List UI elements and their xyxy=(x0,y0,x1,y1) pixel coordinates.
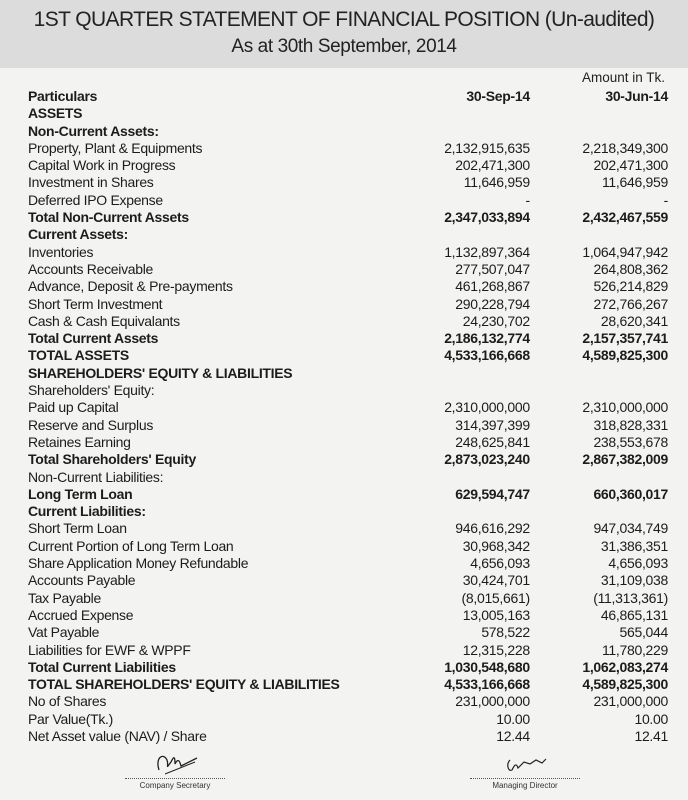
value-jun-14: - xyxy=(663,191,668,208)
table-row xyxy=(28,711,668,728)
table-row xyxy=(28,503,668,520)
value-jun-14: 46,865,131 xyxy=(600,606,668,623)
table-row xyxy=(28,296,668,313)
row-label: Share Application Money Refundable xyxy=(28,555,249,572)
value-jun-14: 1,064,947,942 xyxy=(582,243,668,260)
table-row xyxy=(28,347,668,364)
table-row xyxy=(28,417,668,434)
value-jun-14: 947,034,749 xyxy=(593,520,668,537)
value-sep-14: 12,315,228 xyxy=(462,641,530,658)
table-row xyxy=(28,520,668,537)
table-row xyxy=(28,555,668,572)
row-label: TOTAL SHAREHOLDERS' EQUITY & LIABILITIES xyxy=(28,676,340,693)
value-sep-14 xyxy=(373,123,529,140)
value-jun-14 xyxy=(530,123,668,140)
value-sep-14: 946,616,292 xyxy=(455,520,530,537)
value-sep-14: 4,656,093 xyxy=(470,555,530,572)
row-label: Capital Work in Progress xyxy=(28,157,176,174)
value-jun-14: 4,656,093 xyxy=(608,555,668,572)
value-sep-14: 2,310,000,000 xyxy=(444,399,530,416)
value-sep-14: 11,646,959 xyxy=(463,174,530,191)
value-sep-14: 1,132,897,364 xyxy=(444,243,530,260)
value-sep-14: 314,397,399 xyxy=(455,416,530,433)
value-jun-14 xyxy=(530,382,668,399)
row-label: Non-Current Assets: xyxy=(28,122,159,139)
value-sep-14: 10.00 xyxy=(496,710,530,727)
table-row xyxy=(28,399,668,416)
statement-title: 1ST QUARTER STATEMENT OF FINANCIAL POSITION (Un-audited) xyxy=(33,8,655,31)
value-jun-14: 202,471,300 xyxy=(593,157,668,174)
value-sep-14: 24,230,702 xyxy=(462,312,530,329)
row-label: Total Shareholders' Equity xyxy=(28,451,196,468)
value-jun-14: 660,360,017 xyxy=(593,485,668,502)
column-header-sep-14: 30-Sep-14 xyxy=(466,88,530,104)
value-sep-14: 248,625,841 xyxy=(455,433,530,450)
table-row xyxy=(28,382,668,399)
value-sep-14: 4,533,166,668 xyxy=(444,347,530,364)
value-jun-14: 238,553,678 xyxy=(593,433,668,450)
table-row xyxy=(28,572,668,589)
table-row xyxy=(28,174,668,191)
value-sep-14: - xyxy=(525,191,530,208)
column-header-jun-14: 30-Jun-14 xyxy=(605,88,668,104)
row-label: SHAREHOLDERS' EQUITY & LIABILITIES xyxy=(28,364,293,381)
table-row xyxy=(28,590,668,607)
value-jun-14: 2,218,349,300 xyxy=(582,139,668,156)
column-header-particulars: Particulars xyxy=(28,88,98,104)
row-label: Non-Current Liabilities: xyxy=(28,468,164,485)
table-row xyxy=(28,330,668,347)
row-label: Liabilities for EWF & WPPF xyxy=(28,641,191,658)
row-label: Accrued Expense xyxy=(28,606,134,623)
row-label: Net Asset value (NAV) / Share xyxy=(28,727,207,744)
row-label: Deferred IPO Expense xyxy=(28,191,163,208)
value-jun-14: 526,214,829 xyxy=(593,278,668,295)
value-sep-14: 2,347,033,894 xyxy=(444,209,530,226)
signature-mark-icon xyxy=(470,748,580,776)
row-label: Par Value(Tk.) xyxy=(28,710,114,727)
value-jun-14: 11,646,959 xyxy=(601,174,668,191)
value-sep-14 xyxy=(373,226,529,243)
table-row xyxy=(28,486,668,503)
table-row xyxy=(28,624,668,641)
row-label: Total Current Assets xyxy=(28,330,159,347)
value-sep-14 xyxy=(373,469,529,486)
row-label: Short Term Investment xyxy=(28,295,163,312)
row-label: No of Shares xyxy=(28,693,107,710)
value-jun-14: (11,313,361) xyxy=(593,589,668,606)
row-label: Inventories xyxy=(28,243,94,260)
signature-label-left: Company Secretary xyxy=(125,778,225,790)
value-sep-14 xyxy=(373,105,529,122)
table-row xyxy=(28,278,668,295)
row-label: Tax Payable xyxy=(28,589,101,606)
row-label: Total Current Liabilities xyxy=(28,658,176,675)
value-jun-14: 2,867,382,009 xyxy=(582,451,668,468)
value-sep-14: 30,424,701 xyxy=(462,572,530,589)
value-jun-14: 4,589,825,300 xyxy=(582,347,668,364)
value-jun-14: 318,828,331 xyxy=(593,416,668,433)
value-jun-14: 2,157,357,741 xyxy=(582,330,668,347)
value-jun-14: 28,620,341 xyxy=(600,312,668,329)
statement-subtitle: As at 30th September, 2014 xyxy=(231,36,457,57)
table-row xyxy=(28,226,668,243)
value-sep-14 xyxy=(373,365,529,382)
value-jun-14: 264,808,362 xyxy=(593,260,668,277)
value-jun-14: 2,310,000,000 xyxy=(582,399,668,416)
value-jun-14: 11,780,229 xyxy=(601,641,668,658)
row-label: Shareholders' Equity: xyxy=(28,382,155,399)
column-header-row xyxy=(28,88,668,105)
row-label: TOTAL ASSETS xyxy=(28,347,129,364)
financial-position-table xyxy=(28,88,668,745)
row-label: Property, Plant & Equipments xyxy=(28,139,203,156)
row-label: Accounts Payable xyxy=(28,572,136,589)
row-label: Retaines Earning xyxy=(28,433,131,450)
row-label: Long Term Loan xyxy=(28,485,133,502)
value-sep-14: 13,005,163 xyxy=(462,606,530,623)
table-row xyxy=(28,538,668,555)
table-row xyxy=(28,244,668,261)
value-jun-14: 565,044 xyxy=(619,624,668,641)
table-row xyxy=(28,313,668,330)
table-row xyxy=(28,642,668,659)
row-label: Reserve and Surplus xyxy=(28,416,154,433)
value-jun-14 xyxy=(530,503,668,520)
signature-mark-icon xyxy=(125,748,225,776)
signature-label-right: Managing Director xyxy=(470,778,580,790)
currency-unit-note: Amount in Tk. xyxy=(581,70,665,85)
table-row xyxy=(28,451,668,468)
table-row xyxy=(28,607,668,624)
value-sep-14 xyxy=(373,503,529,520)
value-jun-14: 31,386,351 xyxy=(600,537,668,554)
value-sep-14: 578,522 xyxy=(481,624,530,641)
value-jun-14 xyxy=(530,226,668,243)
table-row xyxy=(28,365,668,382)
row-label: Total Non-Current Assets xyxy=(28,209,189,226)
value-jun-14: 272,766,267 xyxy=(593,295,668,312)
value-sep-14: 1,030,548,680 xyxy=(444,658,530,675)
table-row xyxy=(28,676,668,693)
table-row xyxy=(28,659,668,676)
row-label: ASSETS xyxy=(28,105,83,122)
table-row xyxy=(28,123,668,140)
row-label: Paid up Capital xyxy=(28,399,119,416)
row-label: Short Term Loan xyxy=(28,520,127,537)
value-jun-14: 31,109,038 xyxy=(600,572,668,589)
value-jun-14: 231,000,000 xyxy=(593,693,668,710)
value-sep-14: 2,186,132,774 xyxy=(444,330,530,347)
row-label: Advance, Deposit & Pre-payments xyxy=(28,278,233,295)
value-sep-14: 461,268,867 xyxy=(455,278,530,295)
value-jun-14: 2,432,467,559 xyxy=(582,209,668,226)
table-row xyxy=(28,192,668,209)
signature-managing-director xyxy=(470,748,580,790)
row-label: Current Assets: xyxy=(28,226,129,243)
value-sep-14: 12.44 xyxy=(496,727,530,744)
value-jun-14: 12.41 xyxy=(634,727,668,744)
row-label: Vat Payable xyxy=(28,624,100,641)
value-sep-14: 277,507,047 xyxy=(455,260,530,277)
row-label: Current Portion of Long Term Loan xyxy=(28,537,234,554)
value-sep-14: 4,533,166,668 xyxy=(444,676,530,693)
row-label: Cash & Cash Equivalants xyxy=(28,312,180,329)
value-sep-14 xyxy=(373,382,529,399)
table-row xyxy=(28,209,668,226)
signature-company-secretary xyxy=(125,748,225,790)
table-row xyxy=(28,105,668,122)
value-sep-14: 290,228,794 xyxy=(455,295,530,312)
value-sep-14: 202,471,300 xyxy=(455,157,530,174)
value-sep-14: 231,000,000 xyxy=(455,693,530,710)
row-label: Current Liabilities: xyxy=(28,503,146,520)
value-sep-14: 2,873,023,240 xyxy=(444,451,530,468)
table-row xyxy=(28,728,668,745)
value-sep-14: 2,132,915,635 xyxy=(444,139,530,156)
value-jun-14: 4,589,825,300 xyxy=(582,676,668,693)
table-row xyxy=(28,261,668,278)
table-body xyxy=(28,105,668,745)
table-row xyxy=(28,693,668,710)
value-sep-14: 30,968,342 xyxy=(462,537,530,554)
value-jun-14 xyxy=(530,365,668,382)
table-row xyxy=(28,157,668,174)
row-label: Investment in Shares xyxy=(28,174,154,191)
row-label: Accounts Receivable xyxy=(28,260,154,277)
value-sep-14: 629,594,747 xyxy=(455,485,530,502)
value-jun-14: 1,062,083,274 xyxy=(582,658,668,675)
value-jun-14: 10.00 xyxy=(634,710,668,727)
table-row xyxy=(28,140,668,157)
table-row xyxy=(28,469,668,486)
value-sep-14: (8,015,661) xyxy=(461,589,530,606)
value-jun-14 xyxy=(530,469,668,486)
value-jun-14 xyxy=(530,105,668,122)
table-row xyxy=(28,434,668,451)
